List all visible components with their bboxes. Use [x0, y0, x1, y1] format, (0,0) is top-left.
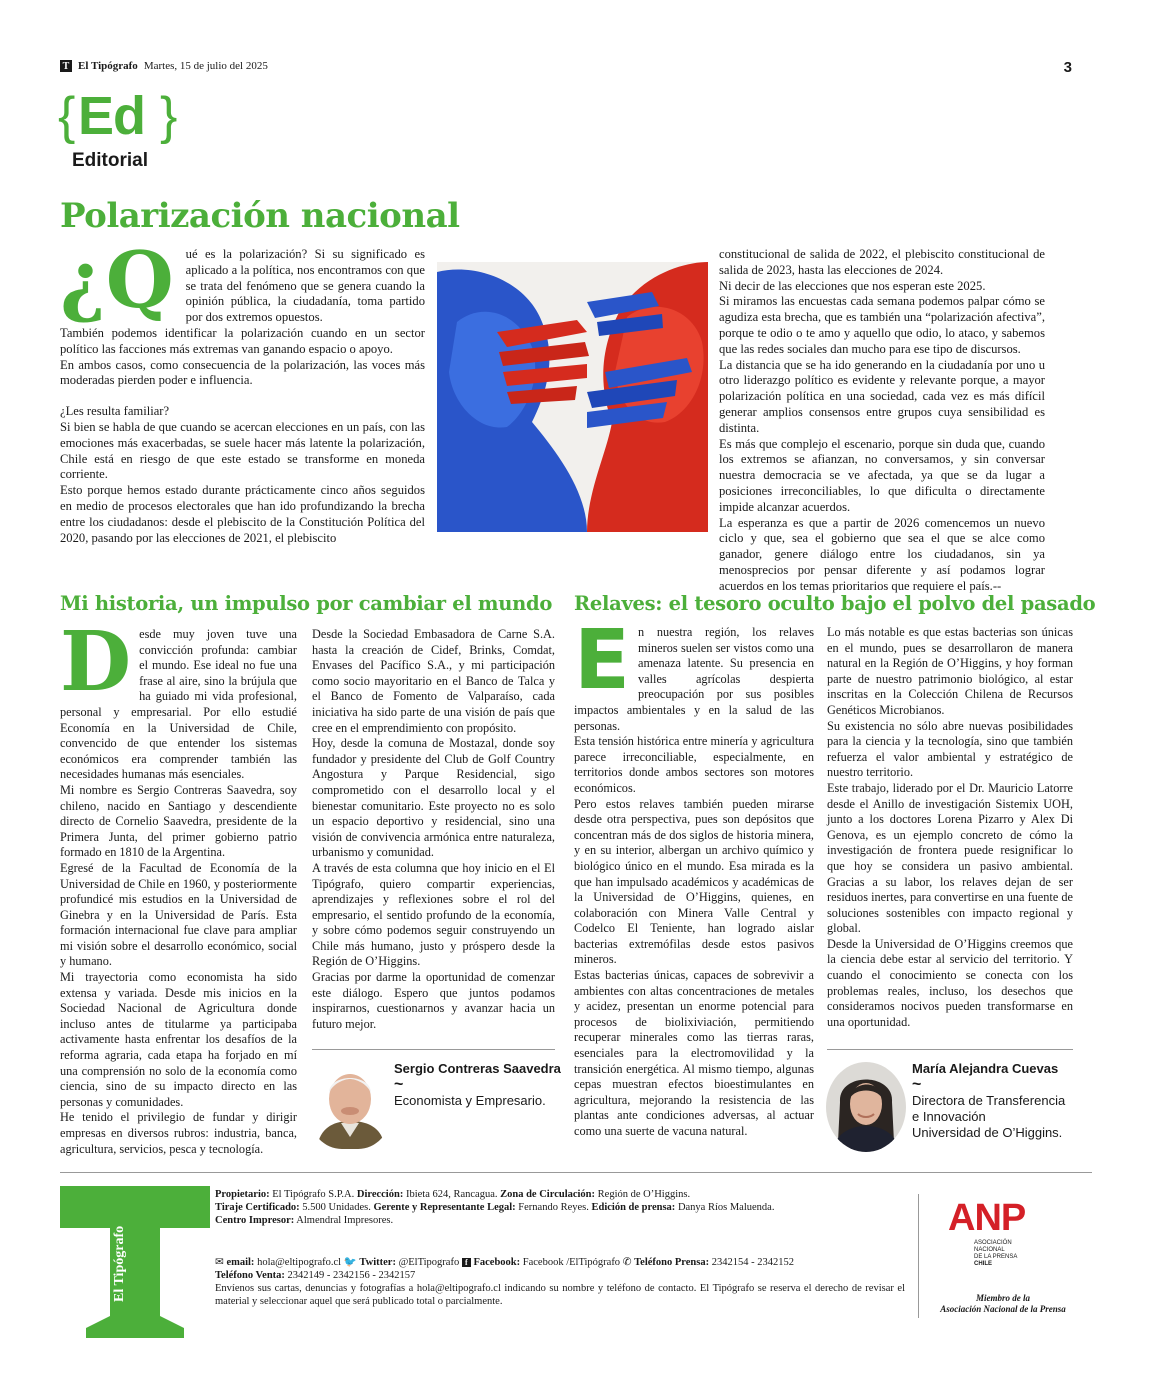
drop-cap: D	[60, 614, 132, 710]
imprint-line-3: Centro Impresor: Almendral Impresores.	[215, 1215, 394, 1226]
footer-imprint	[215, 1188, 905, 1227]
polarization-illustration	[437, 262, 708, 532]
imprint-line-2: Tiraje Certificado: 5.500 Unidades. Gerente y Representante Legal: Fernando Reyes. Edición de prensa: Danya Ríos Maluenda.	[215, 1202, 775, 1213]
column-right-col-1	[574, 613, 814, 1140]
column-paragraph: A través de esta columna que hoy inicio en el El Tipógrafo, quiero compartir experiencias, aprendizajes y reflexiones sobre el rol del empresario, el sentido profundo de la economía, y sobre cómo podemos seguir construyendo un Chile más humano, justo y próspero desde la Región de O’Higgins.	[312, 860, 555, 969]
author-role	[912, 1093, 1092, 1141]
facebook-icon: f	[462, 1258, 471, 1267]
editorial-subhead: ¿Les resulta familiar?	[60, 404, 170, 419]
author-role-line: Universidad de O’Higgins.	[912, 1125, 1063, 1140]
column-paragraph: Este trabajo, liderado por el Dr. Mauricio Latorre desde el Anillo de investigación Sistemix UOH, junto a los doctores Lorena Pizarro y Alex Di Genova, es un ejemplo concreto de cómo la investigación de frontera puede resignificar lo que hoy se considera un pasivo ambiental. Gracias a su labor, los relaves dejan de ser residuos inertes, para convertirse en una fuente de soluciones sostenibles con impacto regional y global.	[827, 780, 1073, 936]
author-separator: ~	[394, 1076, 404, 1093]
contact-line-1: ✉ email: hola@eltipografo.cl 🐦 Twitter: @ElTipografo f Facebook: Facebook /ElTipógrafo ✆ Teléfono Prensa: 2342154 - 2342152	[215, 1257, 794, 1268]
author-name: Sergio Contreras Saavedra	[394, 1061, 561, 1076]
author-separator: ~	[912, 1076, 922, 1093]
column-paragraph: Hoy, desde la comuna de Mostazal, donde soy fundador y presidente del Club de Golf Country Angostura y Parque Residencial, sigo comprometido con el desarrollo local y el bienestar comunitario. Este proyecto no es solo un espacio deportivo y residencial, sino una visión de convivencia armónica entre naturaleza, urbanismo y comunidad.	[312, 736, 555, 860]
big-t-logo-icon	[60, 1186, 210, 1338]
column-paragraph: Desde muy joven tuve una convicción profunda: cambiar el mundo. Ese ideal no fue una frase al aire, sino la brújula que ha guiado mi vida profesional, personal y empresarial. Por ello estudié Economía en la Universidad de Chile, convencido de que entender los sistemas económicos era comprender también las necesidades humanas más esenciales.	[60, 614, 297, 782]
column-paragraph: Desde la Universidad de O’Higgins creemos que la ciencia debe estar al servicio del territorio. Y cuando el conocimiento se conecta con los problemas reales, incluso, los desechos que consideramos nocivos pueden transformarse en una oportunidad.	[827, 936, 1073, 1029]
twitter-icon: 🐦	[343, 1257, 357, 1268]
author-photo-sergio	[309, 1059, 391, 1149]
email-icon: ✉	[215, 1257, 224, 1268]
column-right-col-2	[827, 625, 1073, 1030]
close-brace: }	[160, 87, 178, 145]
section-label: Editorial	[72, 150, 149, 171]
column-paragraph: Gracias por darme la oportunidad de comenzar este diálogo. Espero que juntos podamos inspirarnos, cuestionarnos y avanzar hacia un futuro mejor.	[312, 970, 555, 1031]
imprint-line-1: Propietario: El Tipógrafo S.P.A. Dirección: Ibieta 624, Rancagua. Zona de Circulación: Región de O’Higgins.	[215, 1189, 691, 1200]
editorial-paragraph: La esperanza es que a partir de 2026 comencemos un nuevo ciclo y que, sea el gobierno que sea el que se alce como ganador, genere diálogo entre los ciudadanos, sin ya menosprecios por pensar diferente y así podamos lograr acuerdos en los temas prioritarios que requiere el país.--	[719, 515, 1045, 593]
column-left-title: Mi historia, un impulso por cambiar el mundo	[60, 592, 553, 615]
editorial-paragraph: Es más que complejo el escenario, porque sin duda que, cuando los extremos se afianzan, no conversamos, y sin conversar nuestra democracia se ve afectada, ya que se da lugar a posiciones irreconciliables, lo que dificulta o directamente impide alcanzar acuerdos.	[719, 436, 1045, 514]
editorial-paragraph: Ni decir de las elecciones que nos esperan este 2025.	[719, 278, 986, 293]
editorial-paragraph: constitucional de salida de 2022, el plebiscito constitucional de salida de 2023, hasta las elecciones de 2024.	[719, 247, 1045, 277]
illustration-image	[437, 262, 708, 532]
column-paragraph: En nuestra región, los relaves mineros suelen ser vistos como una amenaza latente. Su presencia en valles agrícolas despierta preocupación por sus posibles impactos ambientales y en la salud de las personas.	[574, 613, 814, 733]
paper-logo-icon: T	[60, 60, 72, 72]
column-paragraph: Esta tensión histórica entre minería y agricultura parece irreconciliable, especialmente, en territorios donde ambos sectores son motores económicos.	[574, 734, 814, 795]
byline-divider	[827, 1049, 1073, 1050]
drop-cap: ¿Q	[60, 235, 174, 326]
editorial-paragraph: Si bien se habla de que cuando se acercan elecciones en un país, con las emociones más exacerbadas, se suele hacer más latente la polarización, Chile está en riesgo de que este estado se transforme en moneda corriente.	[60, 419, 425, 482]
twitter-link[interactable]: @ElTipografo	[398, 1257, 460, 1268]
issue-date: Martes, 15 de julio del 2025	[143, 60, 268, 72]
editorial-column-2	[719, 247, 1045, 595]
column-paragraph: Mi nombre es Sergio Contreras Saavedra, soy chileno, nacido en Santiago y descendiente directo de Cornelio Saavedra, presidente de la Primera Junta, del primer gobierno patrio formado en 1810 de la Argentina.	[60, 782, 297, 860]
column-paragraph: Pero estos relaves también pueden mirarse desde otra perspectiva, pues son depósitos que concentran más de dos siglos de historia minera, y en su interior, albergan un archivo químico y biológico único en el mundo. Esa mirada es la que han impulsado académicos y académicas de la Universidad de O’Higgins, quienes, en colaboración con Minera Valle Central y Codelco El Teniente, han logrado aislar bacterias extremófilas desde estos pasivos mineros.	[574, 796, 814, 967]
page-number: 3	[1063, 59, 1072, 76]
footer-contact	[215, 1256, 905, 1308]
author-role: Economista y Empresario.	[394, 1093, 546, 1108]
column-left-col-2	[312, 627, 555, 1032]
author-role-line: Directora de Transferencia	[912, 1093, 1066, 1108]
footer-divider	[60, 1172, 1092, 1173]
anp-logo	[948, 1198, 1048, 1278]
facebook-link[interactable]: Facebook /ElTipógrafo	[522, 1257, 621, 1268]
column-paragraph: Desde la Sociedad Embasadora de Carne S.A. hasta la creación de Cidef, Brinks, Comdat, Envases del Pacífico S.A., y mi participación como socio mayoritario en el Banco de Talca y el Banco de Fomento de Valparaíso, cada iniciativa ha sido parte de una visión de país que cree en el emprendimiento con propósito.	[312, 627, 555, 735]
column-left-col-1	[60, 614, 297, 1157]
page-header	[60, 60, 268, 72]
anp-logo-mark: ANP	[948, 1197, 1026, 1239]
contact-note: Envíenos sus cartas, denuncias y fotografías a hola@eltipografo.cl indicando su nombre y teléfono de contacto. El Tipógrafo se reserva el derecho de revisar el material y seleccionar aquel que será publicado total o parcialmente.	[215, 1283, 905, 1307]
footer-logo	[60, 1186, 210, 1338]
phone-icon: ✆	[622, 1257, 632, 1268]
paper-name: El Tipógrafo	[78, 60, 138, 72]
open-brace: {	[58, 87, 76, 145]
editorial-column-1	[60, 235, 425, 546]
editorial-paragraph: La distancia que se ha ido generando en la ciudadanía por uno u otro liderazgo político es evidente y relevante porque, a mayor polarización política en una sociedad, cada vez es más difícil generar amplios consensos entre grupos cuya sensibilidad es distinta.	[719, 357, 1045, 435]
editorial-paragraph: En ambos casos, como consecuencia de la polarización, las voces más moderadas pierden poder e influencia.	[60, 357, 425, 388]
editorial-paragraph: ¿Q ué es la polarización? Si su significado es aplicado a la política, nos encontramos con que se trata del fenómeno que se genera cuando la opinión pública, la ciudadanía, toma partido por dos extremos opuestos.	[60, 235, 425, 326]
editorial-title: Polarización nacional	[60, 196, 460, 236]
editorial-paragraph: Esto porque hemos estado durante prácticamente cinco años seguidos en medio de procesos electorales que han ido profundizando la brecha entre los ciudadanos: desde el plebiscito de la Constitución Política del 2020, pasando por las elecciones de 2021, el plebiscito	[60, 483, 425, 545]
column-right-title: Relaves: el tesoro oculto bajo el polvo del pasado	[574, 592, 1096, 615]
author-photo-maria	[826, 1062, 906, 1152]
footer-vertical-divider	[918, 1194, 919, 1318]
email-link[interactable]: hola@eltipografo.cl	[257, 1257, 342, 1268]
anp-logo-subtitle: ASOCIACIÓN NACIONAL DE LA PRENSA CHILE	[974, 1240, 1018, 1267]
editorial-paragraph: También podemos identificar la polarización cuando en un sector político las facciones más extremas van ganando espacio o apoyo.	[60, 325, 425, 356]
editorial-section-logo	[60, 86, 180, 176]
author-role-line: e Innovación	[912, 1109, 986, 1124]
column-paragraph: He tenido el privilegio de fundar y dirigir empresas en diversos rubros: industria, banca, agricultura, servicios, pesca y tecnología.	[60, 1110, 297, 1156]
anp-membership: Miembro de la Asociación Nacional de la Prensa	[940, 1293, 1066, 1314]
byline-divider	[312, 1049, 555, 1050]
author-name: María Alejandra Cuevas	[912, 1061, 1059, 1076]
footer-logo-text: El Tipógrafo	[112, 1225, 127, 1302]
column-paragraph: Mi trayectoria como economista ha sido extensa y variada. Desde mis inicios en la Sociedad Nacional de Agricultura donde incluso antes de titularme ya participaba activamente hasta enfrentar los desafíos de la reforma agraria, cada etapa ha forjado en mí una comprensión no solo de la economía como ciencia, sino de su impacto directo en las personas y comunidades.	[60, 970, 297, 1109]
editorial-paragraph: Si miramos las encuestas cada semana podemos palpar cómo se agudiza esta brecha, que es también una “polarización afectiva”, porque te odio o te amo y aquello que odio, lo ataco, y sabemos que las redes sociales dan mucho para ese tipo de discursos.	[719, 294, 1045, 356]
column-paragraph: Estas bacterias únicas, capaces de sobrevivir a ambientes con altas concentraciones de metales y acidez, presentan un enorme potencial para procesos de biolixiviación, permitiendo recuperar minerales como las tierras raras, esenciales para la electromovilidad y la transición energética. Al mismo tiempo, algunas cepas muestran efectos bioestimulantes en agricultura, mejorando la resistencia de las plantas ante condiciones adversas, al actuar como una suerte de vacuna natural.	[574, 968, 814, 1138]
column-paragraph: Lo más notable es que estas bacterias son únicas en el mundo, pues se desarrollaron de manera natural en la Región de O’Higgins, y hoy forman parte de nuestro patrimonio biológico, al estar inscritas en la Colección Chilena de Recursos Genéticos Microbianos.	[827, 625, 1073, 717]
column-paragraph: Egresé de la Facultad de Economía de la Universidad de Chile en 1960, y posteriormente profundicé mis estudios en la Universidad de Ginebra y en la Universidad de París. Esta formación internacional fue clave para ampliar mi visión sobre el desarrollo económico, social y humano.	[60, 860, 297, 969]
column-paragraph: Su existencia no sólo abre nuevas posibilidades para la ciencia y la tecnología, sino que también refuerza el valor ambiental y estratégico de nuestro territorio.	[827, 718, 1073, 780]
contact-line-2: Teléfono Venta: 2342149 - 2342156 - 2342157	[215, 1270, 416, 1281]
section-mark: Ed	[78, 86, 146, 146]
drop-cap: E	[574, 613, 631, 708]
